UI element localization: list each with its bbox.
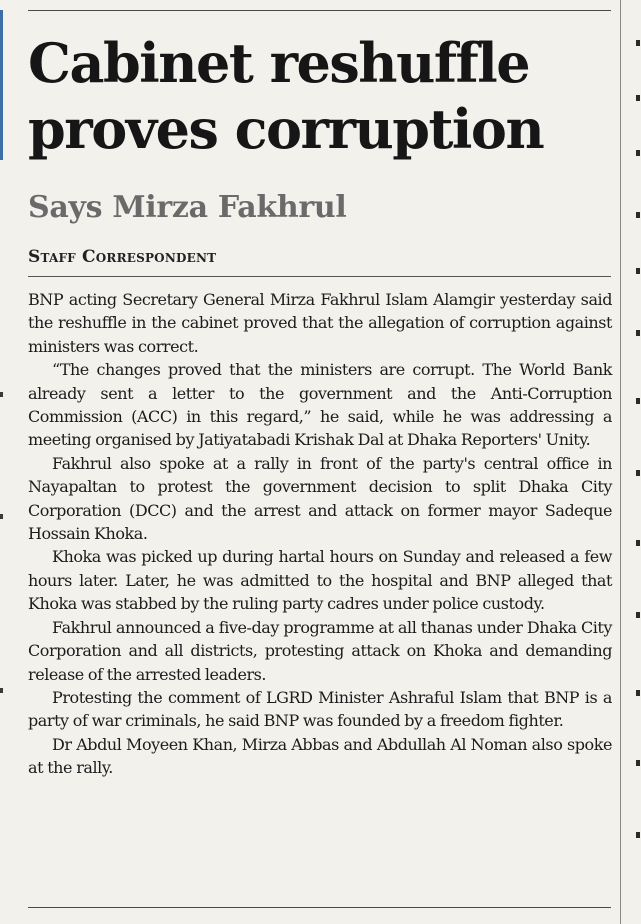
left-edge-mark [0,514,3,519]
edge-mark [636,540,640,546]
edge-mark [636,690,640,696]
edge-mark [636,470,640,476]
edge-mark [636,330,640,336]
bottom-rule [28,907,611,908]
edge-mark [636,398,640,404]
article-paragraph: “The changes proved that the ministers are corrupt. The World Bank already sent a letter to the government and the Anti-Corruption Commission (ACC) in this regard,” he said, while he was addressing a meeting organised by Jatiyatabadi Krishak Dal at Dhaka Reporters' Unity. [28,360,612,450]
article-paragraph: Protesting the comment of LGRD Minister Ashraful Islam that BNP is a party of war criminals, he said BNP was founded by a freedom fighter. [28,687,612,731]
article-paragraph: BNP acting Secretary General Mirza Fakhrul Islam Alamgir yesterday said the reshuffle in the cabinet proved that the allegation of corruption against ministers was correct. [28,290,612,356]
article-paragraph: Fakhrul also spoke at a rally in front of the party's central office in Nayapaltan to protest the government decision to split Dhaka City Corporation (DCC) and the arrest and attack on former mayor Sadeque Hossain Khoka. [28,453,612,544]
left-page-edge [0,0,6,924]
edge-mark [636,832,640,838]
top-rule [28,10,611,11]
edge-mark [636,40,640,46]
left-edge-mark [0,392,3,397]
edge-mark [636,268,640,274]
left-edge-color-strip [0,10,3,160]
adjacent-column-edge [624,0,641,924]
edge-mark [636,150,640,156]
article-byline: Staff Correspondent [28,247,217,267]
column-divider [620,0,621,924]
article-subhead: Says Mirza Fakhrul [28,190,347,225]
left-edge-mark [0,688,3,693]
edge-mark [636,612,640,618]
edge-mark [636,760,640,766]
edge-mark [636,212,640,218]
byline-rule [28,276,611,277]
article-body [28,288,612,780]
article-paragraph: Fakhrul announced a five-day programme at all thanas under Dhaka City Corporation and all districts, protesting attack on Khoka and demanding release of the arrested leaders. [28,617,612,684]
article-paragraph: Khoka was picked up during hartal hours on Sunday and released a few hours later. Later, he was admitted to the hospital and BNP alleged that Khoka was stabbed by the ruling party cadres under police custody. [28,547,612,614]
article-paragraph: Dr Abdul Moyeen Khan, Mirza Abbas and Abdullah Al Noman also spoke at the rally. [28,734,612,778]
edge-mark [636,95,640,101]
article-headline: Cabinet reshuffle proves corruption [28,31,544,161]
